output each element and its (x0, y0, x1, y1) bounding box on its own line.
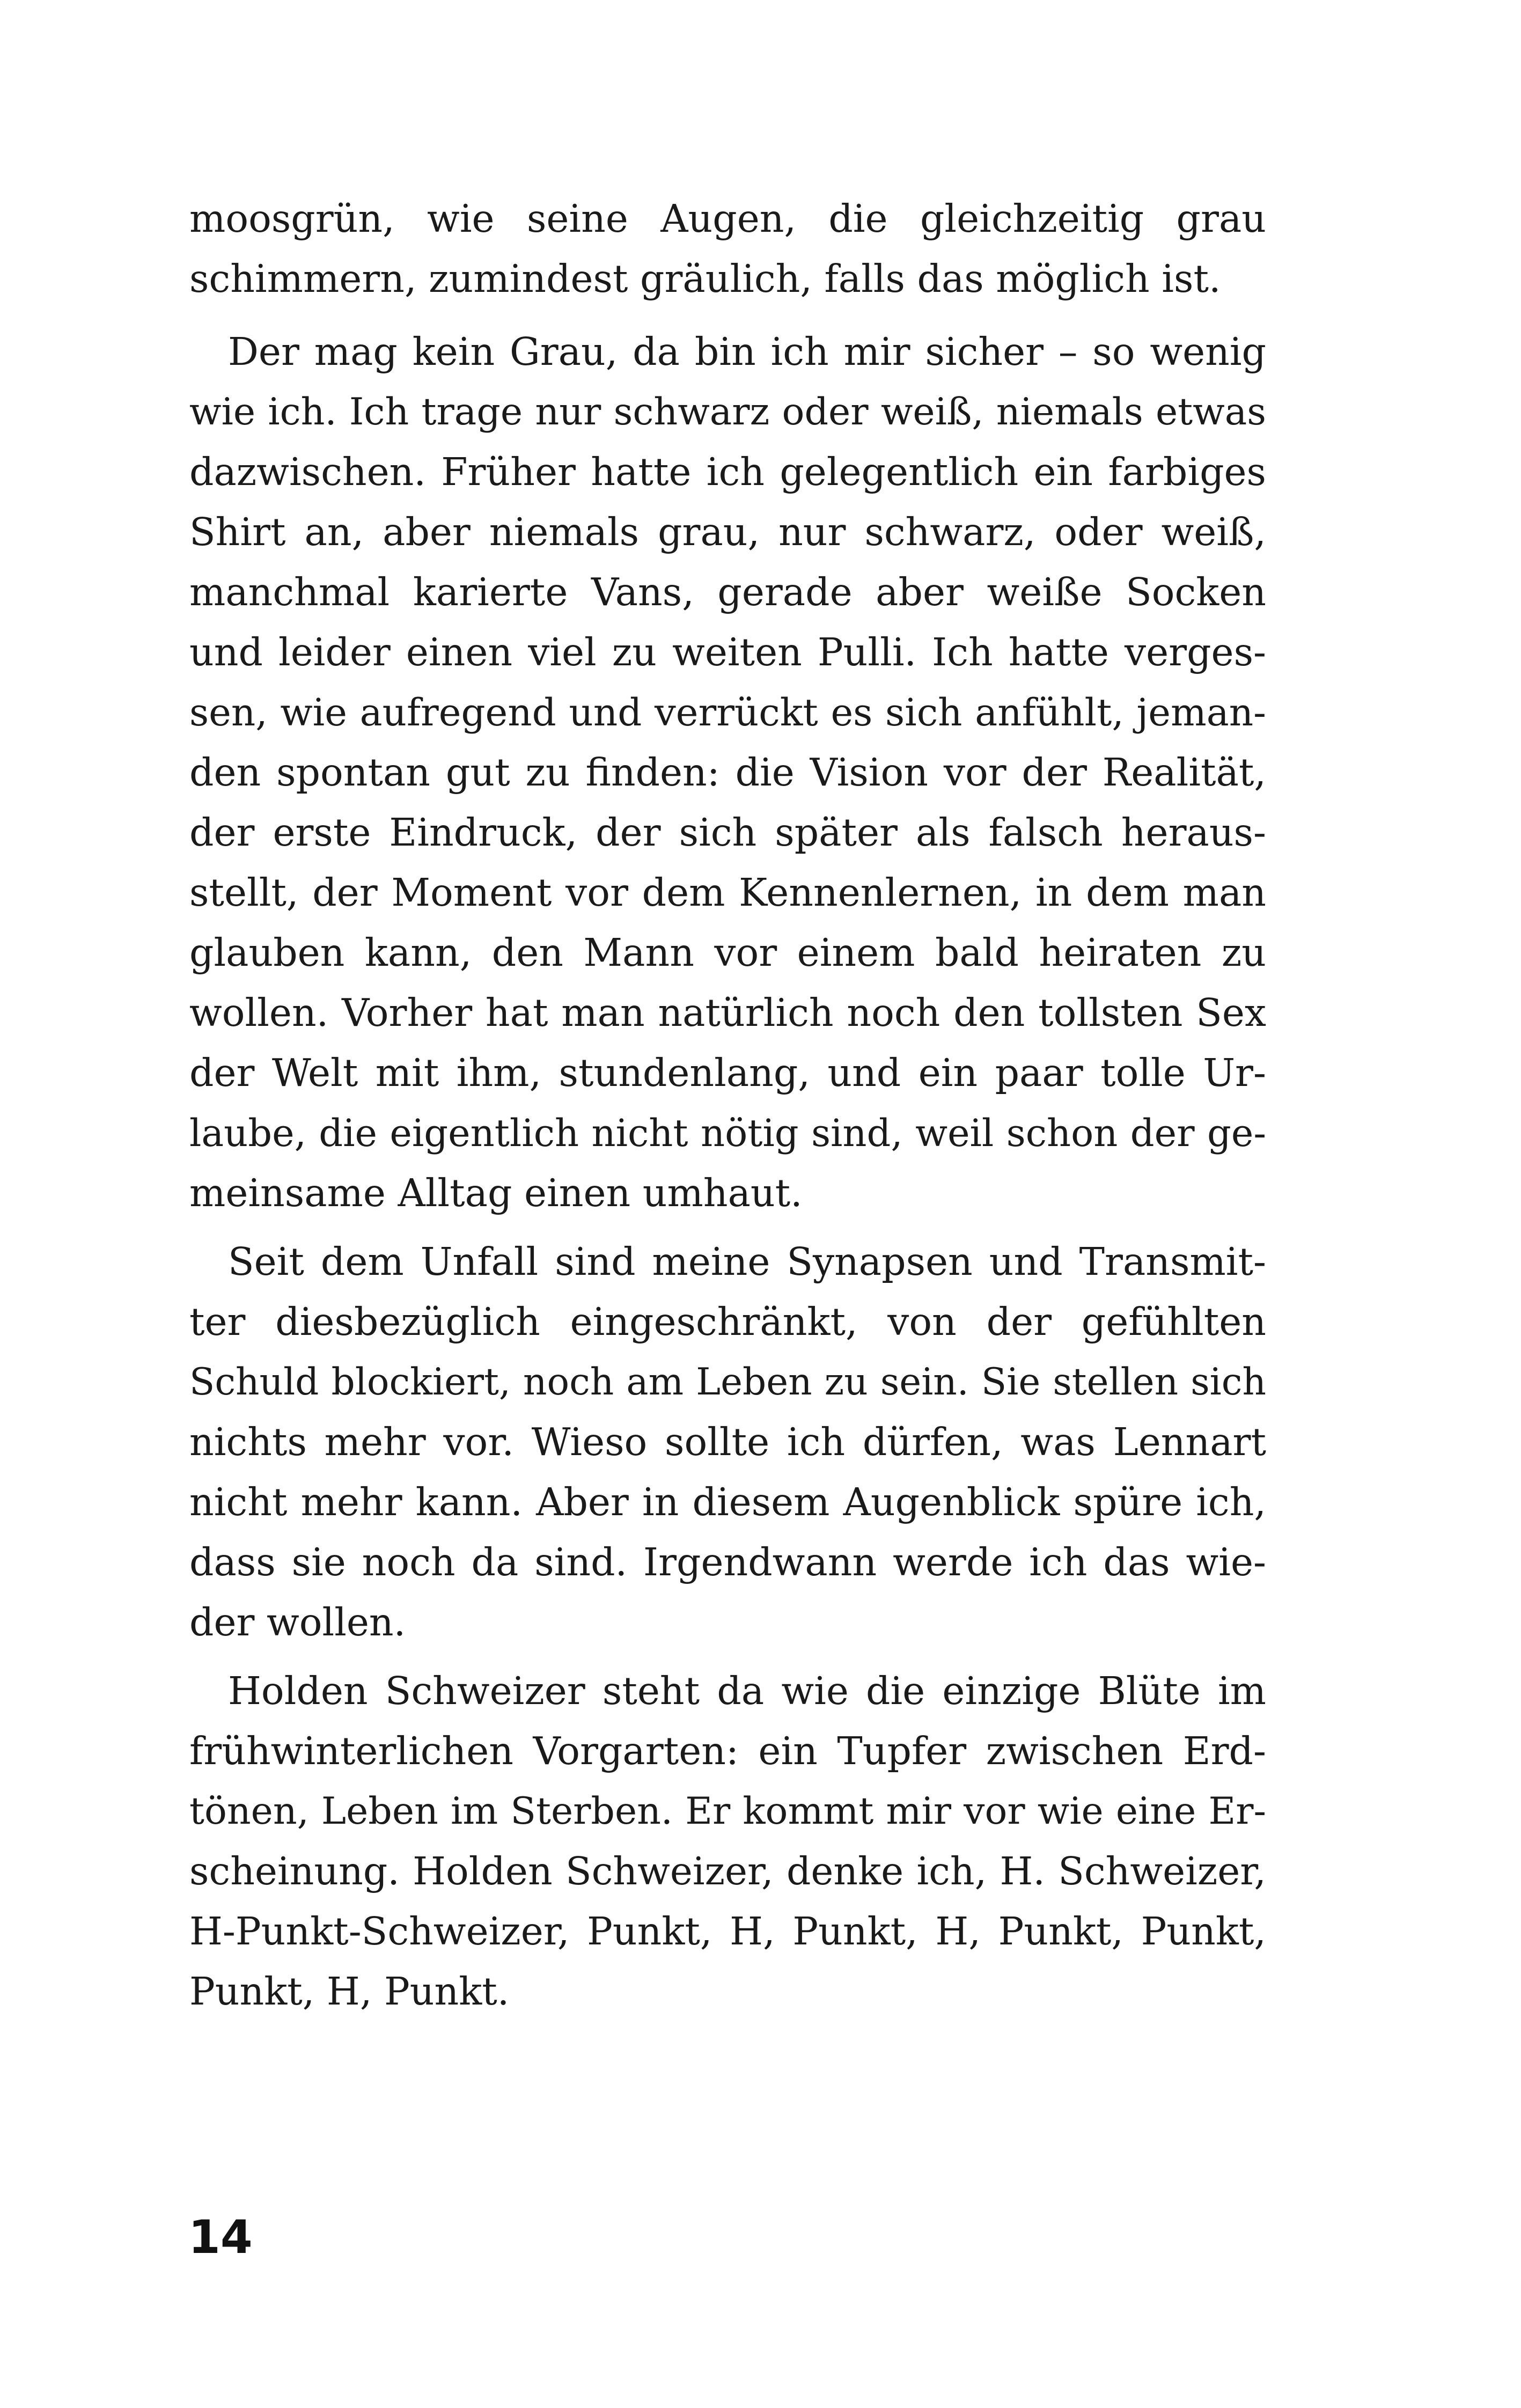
text-line: moosgrün, wie seine Augen, die gleichzeitig grau (189, 196, 1266, 241)
text-line: wollen. Vorher hat man natürlich noch den tollsten Sex (189, 990, 1266, 1035)
text-line: nicht mehr kann. Aber in diesem Augenblick spüre ich, (189, 1480, 1266, 1524)
text-line: wie ich. Ich trage nur schwarz oder weiß, niemals etwas (189, 390, 1266, 434)
text-line: tönen, Leben im Sterben. Er kommt mir vor wie eine Er- (189, 1789, 1266, 1833)
text-line: frühwinterlichen Vorgarten: ein Tupfer zwischen Erd- (189, 1729, 1266, 1773)
text-line: laube, die eigentlich nicht nötig sind, weil schon der ge- (189, 1111, 1266, 1155)
page-number: 14 (188, 2211, 253, 2264)
text-line: nichts mehr vor. Wieso sollte ich dürfen, was Lennart (189, 1420, 1266, 1464)
text-line: manchmal karierte Vans, gerade aber weiße Socken (189, 570, 1266, 614)
text-line: der wollen. (189, 1600, 406, 1645)
text-line: dazwischen. Früher hatte ich gelegentlich ein farbiges (189, 450, 1266, 494)
text-line: scheinung. Holden Schweizer, denke ich, H. Schweizer, (189, 1849, 1266, 1893)
text-line: der erste Eindruck, der sich später als falsch heraus- (189, 810, 1266, 855)
text-line: und leider einen viel zu weiten Pulli. Ich hatte verges- (189, 630, 1266, 674)
text-line: meinsame Alltag einen umhaut. (189, 1171, 803, 1215)
text-line: der Welt mit ihm, stundenlang, und ein paar tolle Ur- (189, 1051, 1266, 1095)
text-line: Shirt an, aber niemals grau, nur schwarz, oder weiß, (189, 510, 1266, 554)
text-line: Punkt, H, Punkt. (189, 1969, 510, 2014)
text-line: ter diesbezüglich eingeschränkt, von der gefühlten (189, 1300, 1266, 1344)
text-line: schimmern, zumindest gräulich, falls das möglich ist. (189, 256, 1221, 301)
text-line: H-Punkt-Schweizer, Punkt, H, Punkt, H, Punkt, Punkt, (189, 1909, 1266, 1954)
text-line: glauben kann, den Mann vor einem bald heiraten zu (189, 930, 1266, 975)
text-line: sen, wie aufregend und verrückt es sich anfühlt, jeman- (189, 691, 1266, 735)
text-line: Seit dem Unfall sind meine Synapsen und Transmit- (228, 1239, 1266, 1284)
text-line: Der mag kein Grau, da bin ich mir sicher – so wenig (228, 329, 1266, 374)
text-line: Schuld blockiert, noch am Leben zu sein. Sie stellen sich (189, 1361, 1266, 1404)
text-line: stellt, der Moment vor dem Kennenlernen, in dem man (189, 870, 1266, 915)
text-line: den spontan gut zu finden: die Vision vor der Realität, (189, 750, 1266, 795)
text-line: dass sie noch da sind. Irgendwann werde ich das wie- (189, 1540, 1266, 1584)
text-line: Holden Schweizer steht da wie die einzige Blüte im (228, 1669, 1266, 1713)
